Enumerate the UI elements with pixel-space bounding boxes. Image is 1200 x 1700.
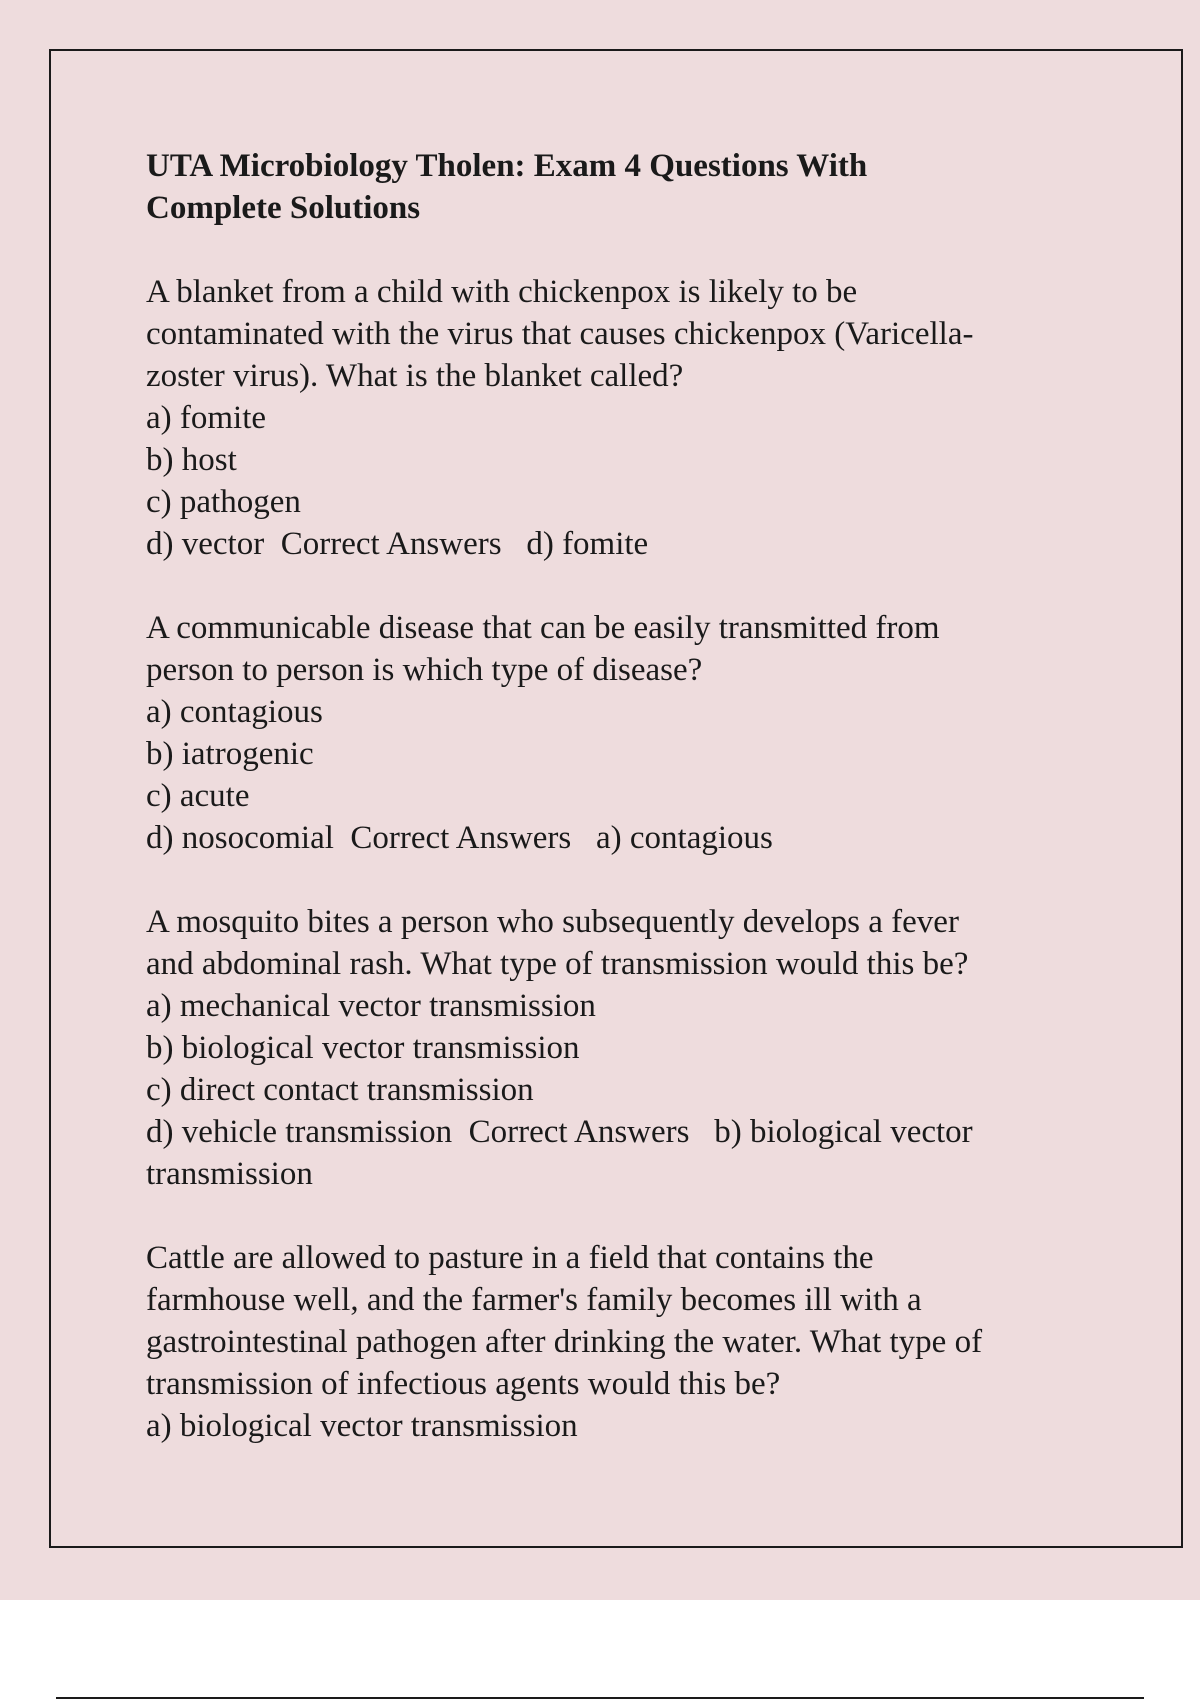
answer-option: d) vehicle transmission bbox=[146, 1114, 453, 1150]
question-stem-line: farmhouse well, and the farmer's family becomes ill with a bbox=[146, 1282, 922, 1318]
answer-option: c) direct contact transmission bbox=[146, 1072, 534, 1108]
question-stem-line: Cattle are allowed to pasture in a field that contains the bbox=[146, 1240, 874, 1276]
question-3 bbox=[146, 901, 1086, 1195]
correct-answers-label: Correct Answers bbox=[468, 1114, 690, 1150]
question-stem-line: gastrointestinal pathogen after drinking the water. What type of bbox=[146, 1324, 983, 1360]
question-stem-line: contaminated with the virus that causes chickenpox (Varicella- bbox=[146, 316, 974, 352]
answer-option: c) acute bbox=[146, 778, 250, 814]
question-1 bbox=[146, 271, 1086, 565]
document-title bbox=[146, 145, 1086, 229]
answer-option: b) biological vector transmission bbox=[146, 1030, 580, 1066]
answer-option: a) contagious bbox=[146, 694, 323, 730]
question-stem-line: A blanket from a child with chickenpox is likely to be bbox=[146, 274, 858, 310]
title-line: UTA Microbiology Tholen: Exam 4 Questions With bbox=[146, 148, 868, 184]
correct-answers-label: Correct Answers bbox=[350, 820, 572, 856]
correct-answer-continued: transmission bbox=[146, 1156, 313, 1192]
answer-option: a) biological vector transmission bbox=[146, 1408, 578, 1444]
title-line: Complete Solutions bbox=[146, 190, 421, 226]
answer-option-with-solution bbox=[146, 523, 1086, 565]
answer-option: a) fomite bbox=[146, 400, 267, 436]
correct-answer: d) fomite bbox=[526, 526, 649, 562]
answer-option: a) mechanical vector transmission bbox=[146, 988, 596, 1024]
answer-option-with-solution bbox=[146, 1111, 1086, 1153]
footer-divider bbox=[56, 1697, 1144, 1699]
answer-option-with-solution bbox=[146, 817, 1086, 859]
question-stem-line: and abdominal rash. What type of transmission would this be? bbox=[146, 946, 969, 982]
question-stem-line: A mosquito bites a person who subsequently develops a fever bbox=[146, 904, 959, 940]
answer-option: d) vector bbox=[146, 526, 265, 562]
answer-option: c) pathogen bbox=[146, 484, 301, 520]
correct-answers-label: Correct Answers bbox=[280, 526, 502, 562]
question-4 bbox=[146, 1237, 1086, 1447]
answer-option: b) host bbox=[146, 442, 237, 478]
question-stem-line: A communicable disease that can be easily transmitted from bbox=[146, 610, 940, 646]
correct-answer: b) biological vector bbox=[714, 1114, 973, 1150]
question-stem-line: zoster virus). What is the blanket called? bbox=[146, 358, 684, 394]
question-stem-line: person to person is which type of disease? bbox=[146, 652, 703, 688]
question-stem-line: transmission of infectious agents would this be? bbox=[146, 1366, 781, 1402]
document-content bbox=[146, 145, 1086, 1489]
answer-option: b) iatrogenic bbox=[146, 736, 314, 772]
answer-option: d) nosocomial bbox=[146, 820, 334, 856]
question-2 bbox=[146, 607, 1086, 859]
correct-answer: a) contagious bbox=[596, 820, 773, 856]
